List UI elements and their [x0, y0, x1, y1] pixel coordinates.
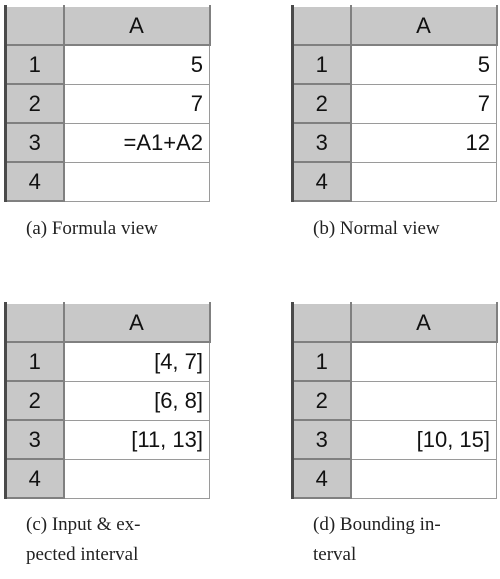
- cell-a3[interactable]: [11, 13]: [64, 420, 210, 459]
- spreadsheet-grid: [4, 302, 211, 499]
- cell-a2[interactable]: [351, 381, 497, 420]
- caption-formula-view: [26, 214, 158, 244]
- cell-a4[interactable]: [351, 162, 497, 201]
- select-all-corner[interactable]: [293, 303, 351, 342]
- row-header-3[interactable]: 3: [6, 123, 64, 162]
- cell-a1[interactable]: 5: [64, 45, 210, 84]
- spreadsheet-grid: [291, 5, 498, 202]
- row-header-1[interactable]: 1: [293, 342, 351, 381]
- cell-a2[interactable]: 7: [64, 84, 210, 123]
- column-header-a[interactable]: A: [351, 6, 497, 45]
- row-header-2[interactable]: 2: [293, 84, 351, 123]
- spreadsheet-grid: [291, 302, 498, 499]
- column-header-a[interactable]: A: [351, 303, 497, 342]
- cell-a1[interactable]: [4, 7]: [64, 342, 210, 381]
- column-header-a[interactable]: A: [64, 6, 210, 45]
- row-header-3[interactable]: 3: [293, 420, 351, 459]
- cell-a2[interactable]: 7: [351, 84, 497, 123]
- caption-line: pected interval: [26, 544, 139, 565]
- caption-line: (c) Input & ex-: [26, 514, 141, 535]
- select-all-corner[interactable]: [293, 6, 351, 45]
- column-header-a[interactable]: A: [64, 303, 210, 342]
- row-header-3[interactable]: 3: [293, 123, 351, 162]
- cell-a1[interactable]: [351, 342, 497, 381]
- cell-a4[interactable]: [64, 162, 210, 201]
- caption-line: (a) Formula view: [26, 218, 158, 239]
- row-header-2[interactable]: 2: [293, 381, 351, 420]
- row-header-1[interactable]: 1: [293, 45, 351, 84]
- cell-a1[interactable]: 5: [351, 45, 497, 84]
- cell-a3[interactable]: =A1+A2: [64, 123, 210, 162]
- cell-a4[interactable]: [64, 459, 210, 498]
- cell-a4[interactable]: [351, 459, 497, 498]
- select-all-corner[interactable]: [6, 303, 64, 342]
- spreadsheet-grid: [4, 5, 211, 202]
- row-header-4[interactable]: 4: [6, 162, 64, 201]
- caption-bounding-interval: [313, 510, 441, 570]
- row-header-3[interactable]: 3: [6, 420, 64, 459]
- caption-line: (b) Normal view: [313, 218, 440, 239]
- cell-a2[interactable]: [6, 8]: [64, 381, 210, 420]
- cell-a3[interactable]: 12: [351, 123, 497, 162]
- caption-input-expected-interval: [26, 510, 140, 570]
- cell-a3[interactable]: [10, 15]: [351, 420, 497, 459]
- caption-normal-view: [313, 214, 440, 244]
- row-header-1[interactable]: 1: [6, 342, 64, 381]
- caption-line: terval: [313, 544, 357, 565]
- row-header-4[interactable]: 4: [293, 459, 351, 498]
- row-header-4[interactable]: 4: [6, 459, 64, 498]
- select-all-corner[interactable]: [6, 6, 64, 45]
- row-header-2[interactable]: 2: [6, 84, 64, 123]
- caption-line: (d) Bounding in-: [313, 514, 441, 535]
- row-header-2[interactable]: 2: [6, 381, 64, 420]
- row-header-4[interactable]: 4: [293, 162, 351, 201]
- row-header-1[interactable]: 1: [6, 45, 64, 84]
